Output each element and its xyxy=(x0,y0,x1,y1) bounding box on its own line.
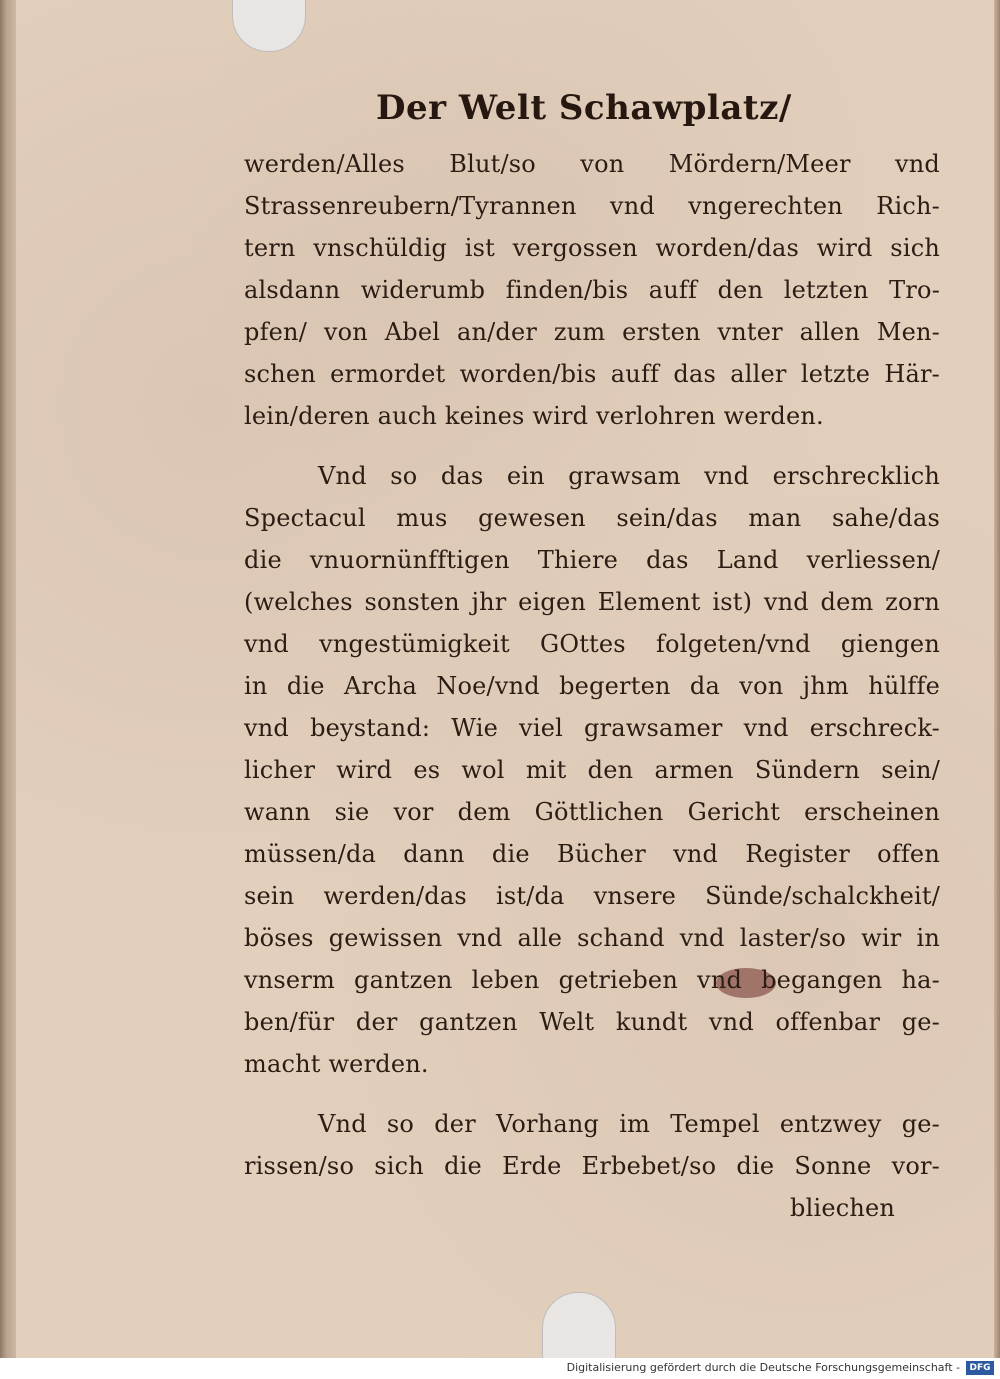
dfg-logo-icon: DFG xyxy=(966,1361,994,1375)
text-line: rissen/so sich die Erde Erbebet/so die Sonne vor- xyxy=(244,1152,940,1180)
text-line: werden/Alles Blut/so von Mördern/Meer vnd xyxy=(244,150,940,178)
text-line: die vnuornünfftigen Thiere das Land verliessen/ xyxy=(244,546,940,574)
show-through-text xyxy=(118,662,228,752)
text-line: Strassenreubern/Tyrannen vnd vngerechten Rich- xyxy=(244,192,940,220)
text-line: vnd vngestümigkeit GOttes folgeten/vnd giengen xyxy=(244,630,940,658)
text-line: vnserm gantzen leben getrieben vnd begangen ha- xyxy=(244,966,940,994)
footer-bar xyxy=(0,1358,1000,1379)
page-holder-clip-bottom xyxy=(542,1292,616,1358)
text-line: wann sie vor dem Göttlichen Gericht erscheinen xyxy=(244,798,940,826)
running-head: Der Welt Schawplatz/ xyxy=(376,88,792,128)
text-line: in die Archa Noe/vnd begerten da von jhm hülffe xyxy=(244,672,940,700)
text-line: Vnd so das ein grawsam vnd erschrecklich xyxy=(318,462,940,490)
text-line: tern vnschüldig ist vergossen worden/das wird sich xyxy=(244,234,940,262)
text-line: sein werden/das ist/da vnsere Sünde/schalckheit/ xyxy=(244,882,940,910)
text-line: Spectacul mus gewesen sein/das man sahe/das xyxy=(244,504,940,532)
book-edge-left xyxy=(0,0,16,1358)
text-line: macht werden. xyxy=(244,1050,429,1078)
text-line: pfen/ von Abel an/der zum ersten vnter allen Men- xyxy=(244,318,940,346)
catchword: bliechen xyxy=(790,1194,896,1222)
text-line: vnd beystand: Wie viel grawsamer vnd erschreck- xyxy=(244,714,940,742)
text-line: licher wird es wol mit den armen Sündern sein/ xyxy=(244,756,940,784)
text-line: lein/deren auch keines wird verlohren werden. xyxy=(244,402,824,430)
funding-notice: Digitalisierung gefördert durch die Deutsche Forschungsgemeinschaft - xyxy=(566,1361,960,1374)
text-line: müssen/da dann die Bücher vnd Register offen xyxy=(244,840,940,868)
book-edge-right xyxy=(994,0,1000,1358)
text-line: alsdann widerumb finden/bis auff den letzten Tro- xyxy=(244,276,940,304)
text-line: (welches sonsten jhr eigen Element ist) vnd dem zorn xyxy=(244,588,940,616)
text-line: schen ermordet worden/bis auff das aller letzte Här- xyxy=(244,360,940,388)
text-line: böses gewissen vnd alle schand vnd laster/so wir in xyxy=(244,924,940,952)
text-line: Vnd so der Vorhang im Tempel entzwey ge- xyxy=(318,1110,940,1138)
text-line: ben/für der gantzen Welt kundt vnd offenbar ge- xyxy=(244,1008,940,1036)
